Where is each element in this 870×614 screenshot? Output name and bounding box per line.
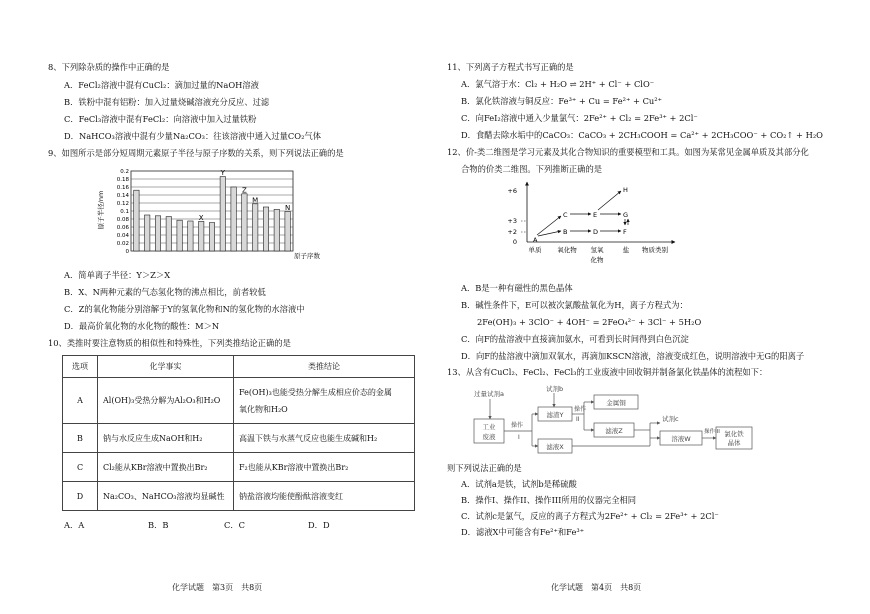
y-tick-label: 0.14	[116, 193, 129, 199]
table-header: 化学事实	[98, 356, 234, 378]
node-b: B	[563, 228, 568, 236]
q11-option-b: B．氯化铁溶液与铜反应：Fe³⁺ + Cu = Fe²⁺ + Cu²⁺	[461, 96, 662, 106]
q12-option-b-equation: 2Fe(OH)₃ + 3ClO⁻ + 4OH⁻ = 2FeO₄²⁻ + 3Cl⁻ + 5H₂O	[477, 317, 702, 327]
reagent-b-label: 试剂b	[546, 385, 564, 393]
op2-label: 操作	[574, 406, 587, 413]
table-cell-conclusion: 高温下铁与水蒸气反应也能生成碱和H₂	[234, 424, 415, 453]
q9-option-b: B．X、N两种元素的气态氢化物的沸点相比，前者较低	[64, 287, 266, 297]
bar-label: Z	[242, 186, 247, 195]
x-category: 盐	[622, 246, 630, 254]
op3-label: 操作III	[704, 429, 720, 435]
page-footer: 化学试题 第3页 共8页	[172, 583, 263, 592]
q8-stem: 8、下列除杂质的操作中正确的是	[48, 62, 170, 72]
chart-ylabel: 原子半径/nm	[97, 190, 105, 230]
y-tick-label: 0.06	[116, 225, 129, 231]
table-row	[63, 453, 415, 482]
y-tick: +3	[507, 217, 517, 225]
y-tick: +2	[507, 228, 517, 236]
q13-lead: 则下列说法正确的是	[447, 463, 522, 473]
q10-option-b: B．B	[148, 520, 169, 530]
chart-bar	[285, 211, 290, 251]
x-category: 氧化物	[557, 246, 577, 254]
y-tick-label: 0.16	[116, 185, 129, 191]
op2-label: II	[576, 416, 580, 423]
table-cell-fact: Na₂CO₃、NaHCO₃溶液均显碱性	[98, 482, 234, 511]
reagent-c-label: 试剂c	[662, 415, 679, 423]
q8-option-d: D．NaHCO₃溶液中混有少量Na₂CO₃：往该溶液中通入过量CO₂气体	[64, 131, 321, 141]
node-e: E	[593, 211, 598, 219]
chart-bar	[166, 217, 171, 251]
filtrate-z-label: 滤液Z	[605, 427, 623, 435]
table-cell-option: A	[63, 378, 98, 424]
residue-y-label: 滤渣Y	[546, 411, 564, 419]
node-f: F	[623, 228, 627, 236]
table-cell-option: D	[63, 482, 98, 511]
q12-option-b: B．碱性条件下，E可以被次氯酸盐氧化为H，离子方程式为：	[461, 300, 688, 310]
q8-option-c: C．FeCl₃溶液中混有FeCl₂：向溶液中加入过量铁粉	[64, 114, 257, 124]
table-row	[63, 424, 415, 453]
atomic-radius-chart	[96, 165, 326, 265]
chart-bar	[263, 207, 268, 251]
x-category: 氢氧	[590, 246, 604, 254]
op1-label: 操作	[511, 422, 524, 429]
node-h: H	[623, 186, 628, 194]
chart-bar	[188, 221, 193, 251]
q12-stem-line2: 合物的价类二维图。下列推断正确的是	[461, 164, 603, 174]
table-cell-fact: 钠与水反应生成NaOH和H₂	[98, 424, 234, 453]
y-tick-label: 0.08	[116, 217, 129, 223]
q11-option-a: A．氯气溶于水：Cl₂ + H₂O ⇌ 2H⁺ + Cl⁻ + ClO⁻	[461, 79, 655, 89]
chart-bar	[242, 194, 247, 251]
copper-label: 金属铜	[606, 399, 626, 407]
table-cell-conclusion: 钠盐溶液均能使酚酞溶液变红	[234, 482, 415, 511]
table-header-row	[63, 356, 415, 378]
chart-bar	[209, 223, 214, 251]
conclusion-line: 氧化物和H₂O	[239, 404, 288, 414]
q11-stem: 11、下列离子方程式书写正确的是	[447, 62, 574, 72]
right-page	[435, 0, 870, 614]
q9-option-c: C．Z的氧化物能分别溶解于Y的氢氧化物和N的氢化物的水溶液中	[64, 304, 305, 314]
q13-option-c: C．试剂c是氯气，反应的离子方程式为2Fe²⁺ + Cl₂ = 2Fe³⁺ + 2Cl⁻	[461, 511, 719, 521]
q13-stem: 13、从含有CuCl₂、FeCl₂、FeCl₃的工业废液中回收铜并制备氯化铁晶体的流程如下：	[447, 367, 768, 377]
chart-bar	[253, 204, 258, 251]
q8-option-b: B．铁粉中混有铝粉：加入过量烧碱溶液充分反应、过滤	[64, 97, 270, 107]
bar-label: X	[198, 213, 204, 222]
q12-option-d: D．向F的盐溶液中滴加双氧水，再滴加KSCN溶液，溶液变成红色，说明溶液中无G的阳离子	[461, 351, 805, 361]
q10-option-a: A．A	[64, 520, 85, 530]
table-cell-conclusion	[234, 378, 415, 424]
q11-option-c: C．向FeI₂溶液中通入少量氯气：2Fe²⁺ + Cl₂ = 2Fe³⁺ + 2Cl⁻	[461, 113, 698, 123]
filtrate-x-label: 滤液X	[546, 443, 564, 451]
chart-bar	[145, 215, 150, 251]
waste-label: 工业	[482, 423, 496, 431]
chart-bar	[274, 209, 279, 251]
product-label: 晶体	[727, 439, 741, 447]
q13-option-b: B．操作I、操作II、操作III所用的仪器完全相同	[461, 495, 637, 505]
table-row	[63, 482, 415, 511]
y-tick: +6	[507, 187, 517, 195]
waste-label: 废液	[482, 433, 496, 441]
y-tick-label: 0.04	[116, 233, 129, 239]
q13-option-a: A．试剂a是铁，试剂b是稀硫酸	[461, 479, 577, 489]
analogy-table	[62, 355, 415, 511]
table-cell-fact: Cl₂能从KBr溶液中置换出Br₂	[98, 453, 234, 482]
page-footer: 化学试题 第4页 共8页	[551, 583, 642, 592]
chart-bar	[155, 216, 160, 251]
q12-stem-line1: 12、价-类二维图是学习元素及其化合物知识的重要模型和工具。如图为某常见金属单质及其部分化	[447, 147, 809, 157]
table-header: 类推结论	[234, 356, 415, 378]
bar-label: N	[284, 203, 291, 212]
conclusion-line: Fe(OH)₃也能受热分解生成相应价态的金属	[239, 387, 392, 397]
table-header: 选项	[63, 356, 98, 378]
y-tick: 0	[512, 238, 517, 246]
table-cell-option: C	[63, 453, 98, 482]
chart-bar	[177, 220, 182, 251]
chart-bar	[220, 177, 225, 251]
q12-option-c: C．向F的盐溶液中直接滴加氨水，可看到长时间得到白色沉淀	[461, 334, 689, 344]
bar-label: Y	[220, 169, 225, 178]
node-a: A	[533, 236, 538, 244]
q10-option-d: D．D	[308, 520, 330, 530]
q11-option-d: D．食醋去除水垢中的CaCO₃：CaCO₃ + 2CH₃COOH = Ca²⁺ + 2CH₃COO⁻ + CO₂↑ + H₂O	[461, 130, 823, 140]
y-tick-label: 0	[125, 249, 129, 255]
diagram-arrows	[537, 191, 628, 236]
x-category: 单质	[528, 246, 542, 254]
q12-option-a: A．B是一种有磁性的黑色晶体	[461, 283, 573, 293]
x-category: 化物	[590, 256, 604, 264]
solution-w-label: 溶液W	[671, 435, 691, 443]
op1-label: I	[518, 434, 520, 441]
process-flow-diagram	[470, 383, 790, 465]
q9-option-a: A．简单离子半径：Y＞Z＞X	[64, 270, 171, 280]
table-cell-conclusion: F₂也能从KBr溶液中置换出Br₂	[234, 453, 415, 482]
chart-xlabel: 原子序数	[294, 252, 320, 260]
reagent-a-label: 过量试剂a	[474, 390, 504, 398]
node-d: D	[593, 228, 599, 236]
y-tick-label: 0.1	[120, 209, 129, 215]
node-g: G	[623, 211, 629, 219]
table-cell-option: B	[63, 424, 98, 453]
bar-label: M	[252, 196, 259, 205]
chart-bar	[134, 190, 139, 251]
valence-class-diagram	[505, 178, 695, 270]
y-tick-label: 0.18	[116, 177, 129, 183]
q13-option-d: D．滤液X中可能含有Fe²⁺和Fe³⁺	[461, 527, 585, 537]
y-tick-label: 0.2	[120, 169, 129, 175]
q9-stem: 9、如图所示是部分短周期元素原子半径与原子序数的关系，则下列说法正确的是	[48, 148, 344, 158]
chart-bar	[199, 221, 204, 251]
x-category: 物质类别	[642, 246, 668, 254]
chart-bar	[231, 187, 236, 251]
node-c: C	[563, 211, 568, 219]
product-label: 氯化铁	[724, 430, 744, 438]
y-tick-label: 0.02	[116, 241, 129, 247]
q10-stem: 10、类推时要注意物质的相似性和特殊性，下列类推结论正确的是	[48, 338, 291, 348]
q8-option-a: A．FeCl₂溶液中混有CuCl₂：滴加过量的NaOH溶液	[64, 80, 259, 90]
q9-option-d: D．最高价氧化物的水化物的酸性：M＞N	[64, 321, 220, 331]
table-row	[63, 378, 415, 424]
q10-option-c: C．C	[224, 520, 245, 530]
table-cell-fact: Al(OH)₃受热分解为Al₂O₃和H₂O	[98, 378, 234, 424]
y-tick-label: 0.12	[116, 201, 129, 207]
